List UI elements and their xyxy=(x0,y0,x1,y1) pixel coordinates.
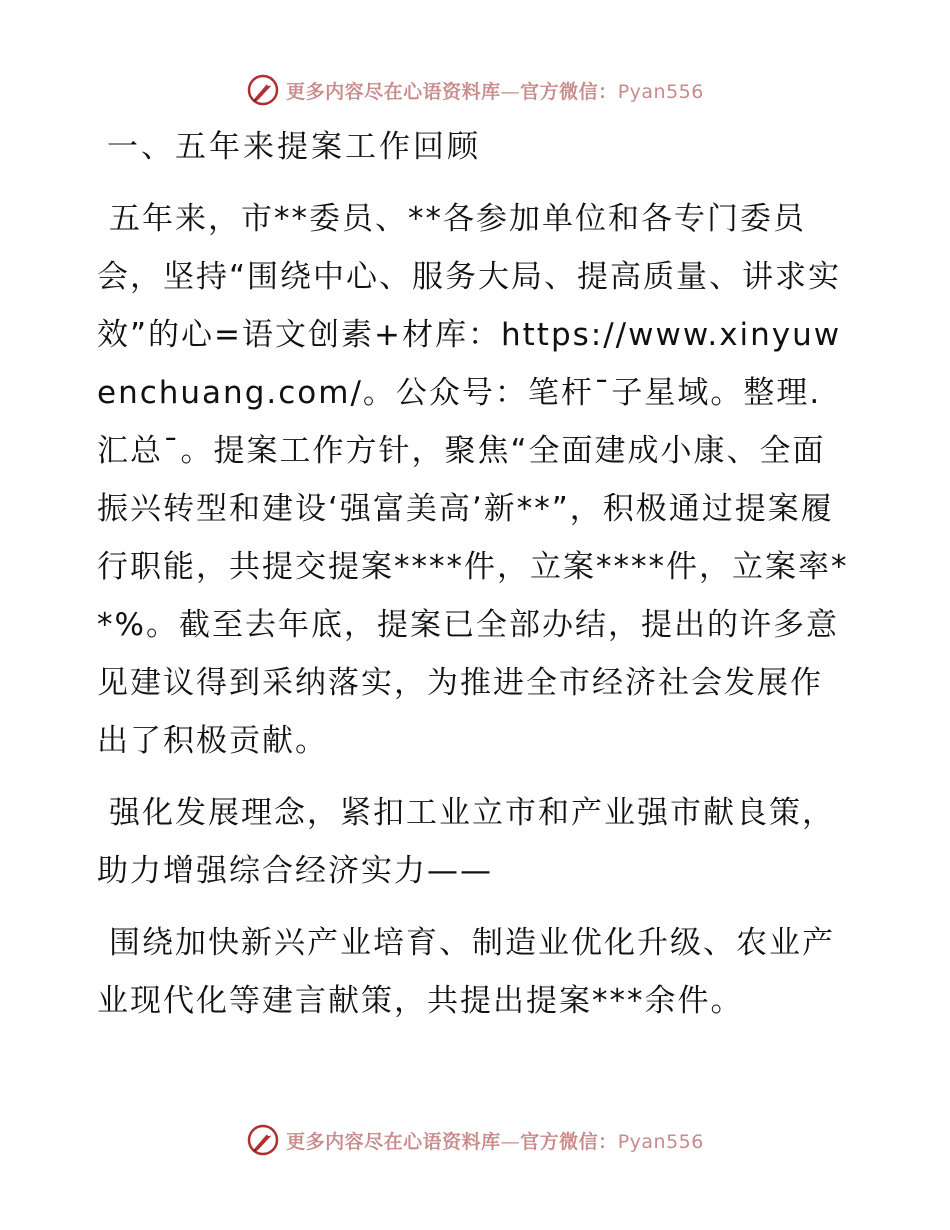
watermark-main-text: 更多内容尽在心语资料库 xyxy=(286,80,501,103)
watermark-main-text: 更多内容尽在心语资料库 xyxy=(286,1130,501,1153)
paragraph-proposals: 围绕加快新兴产业培育、制造业优化升级、农业产业现代化等建言献策，共提出提案***余件。 xyxy=(97,925,835,1019)
watermark-footer xyxy=(0,1120,950,1160)
watermark-separator: — xyxy=(500,1130,521,1153)
paragraph-development: 强化发展理念，紧扣工业立市和产业强市献良策，助力增强综合经济实力—— xyxy=(97,795,835,889)
watermark-channel-text: 官方微信： xyxy=(520,1130,618,1153)
watermark-channel-text: 官方微信： xyxy=(520,80,618,103)
section-heading: 一、五年来提案工作回顾 xyxy=(107,129,481,165)
paragraph-review: 五年来，市**委员、**各参加单位和各专门委员会，坚持“围绕中心、服务大局、提高质量、讲求实效”的心=语文创素+材库：https://www.xinyuwenchuang.com/。公众号：笔杆¯子星域。整理.汇总¯。提案工作方针，聚焦“全面建成小康、全面振兴转型和建设‘强富美高’新**”，积极通过提案履行职能，共提交提案****件，立案****件，立案率**%。截至去年底，提案已全部办结，提出的许多意见建议得到采纳落实，为推进全市经济社会发展作出了积极贡献。 xyxy=(97,201,849,759)
watermark-header xyxy=(0,70,950,110)
pen-logo-icon xyxy=(246,1123,280,1157)
watermark-id: Pyan556 xyxy=(617,80,704,103)
watermark-separator: — xyxy=(500,80,521,103)
pen-logo-icon xyxy=(246,73,280,107)
watermark-id: Pyan556 xyxy=(617,1130,704,1153)
document-body xyxy=(97,118,852,1044)
